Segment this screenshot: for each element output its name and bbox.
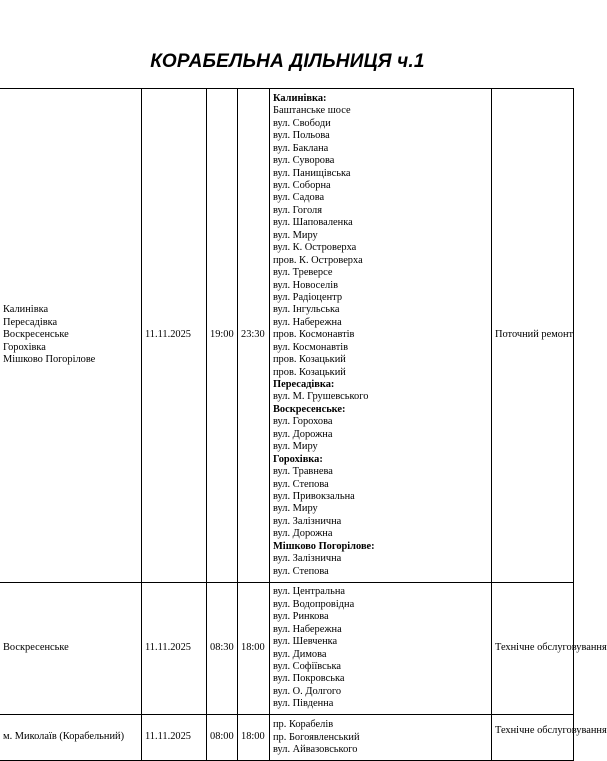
street-name: вул. Польова — [273, 130, 330, 142]
street-name: Баштанське шосе — [273, 105, 351, 117]
work-type-cell: Поточний ремонт — [492, 89, 574, 583]
street-name: вул. Залізнична — [273, 553, 342, 565]
time-to-cell: 18:00 — [238, 583, 270, 715]
street-name: вул. Дорожна — [273, 428, 333, 440]
streets-cell — [270, 715, 492, 761]
street-name: вул. Південна — [273, 698, 334, 710]
street-name: вул. Радіоцентр — [273, 291, 343, 303]
street-name: вул. Покровська — [273, 673, 345, 685]
street-name: вул. Ринкова — [273, 611, 329, 623]
time-from-cell: 19:00 — [207, 89, 238, 583]
street-name: пров. Козацький — [273, 354, 346, 366]
street-name: вул. Треверсе — [273, 267, 333, 279]
page-title: КОРАБЕЛЬНА ДІЛЬНИЦЯ ч.1 — [150, 51, 425, 72]
locality-heading: Воскресенське: — [273, 403, 346, 415]
street-name: вул. Степова — [273, 478, 329, 490]
street-name: вул. К. Островерха — [273, 242, 357, 254]
street-name: вул. О. Долгого — [273, 685, 342, 697]
table-row — [0, 89, 574, 583]
street-name: пров. Козацький — [273, 366, 346, 378]
street-name: вул. Димова — [273, 648, 327, 660]
locality-name: Калинівка — [3, 304, 49, 316]
locality-name: м. Миколаїв (Корабельний) — [3, 731, 125, 743]
locality-heading: Горохівка: — [273, 453, 323, 465]
street-name: вул. Баклана — [273, 142, 329, 154]
time-to-cell: 23:30 — [238, 89, 270, 583]
street-name: вул. Софіївська — [273, 660, 341, 672]
time-from-cell: 08:30 — [207, 583, 238, 715]
time-to-cell: 18:00 — [238, 715, 270, 761]
street-name: вул. Дорожна — [273, 528, 333, 540]
locality-heading: Калинівка: — [273, 92, 327, 104]
street-name: вул. Миру — [273, 229, 318, 241]
work-type-cell: Технічне обслуговування — [492, 715, 574, 761]
schedule-table-body — [0, 89, 607, 761]
localities-cell — [0, 89, 142, 583]
work-type-cell: Технічне обслуговування — [492, 583, 574, 715]
street-name: вул. Садова — [273, 192, 325, 204]
street-name: вул. Панищівська — [273, 167, 351, 179]
schedule-table — [0, 88, 607, 761]
street-name: пров. К. Островерха — [273, 254, 363, 266]
street-name: вул. Шевченка — [273, 636, 338, 648]
locality-name: Пересадівка — [3, 316, 58, 328]
street-name: вул. Шаповаленка — [273, 217, 353, 229]
locality-heading: Пересадівка: — [273, 379, 335, 391]
localities-cell — [0, 715, 142, 761]
streets-cell — [270, 89, 492, 583]
street-name: вул. Центральна — [273, 586, 346, 598]
street-name: вул. Миру — [273, 503, 318, 515]
localities-cell — [0, 583, 142, 715]
date-cell: 11.11.2025 — [142, 583, 207, 715]
date-cell: 11.11.2025 — [142, 89, 207, 583]
street-name: вул. Водопровідна — [273, 598, 355, 610]
table-row — [0, 715, 574, 761]
street-name: вул. Свободи — [273, 117, 331, 129]
locality-name: Горохівка — [3, 341, 46, 353]
street-name: вул. Горохова — [273, 416, 333, 428]
street-name: вул. Травнева — [273, 466, 333, 478]
locality-name: Мішково Погорілове — [3, 354, 96, 366]
street-name: вул. Степова — [273, 565, 329, 577]
street-name: пр. Богоявленський — [273, 731, 360, 743]
street-name: вул. Набережна — [273, 623, 342, 635]
time-from-cell: 08:00 — [207, 715, 238, 761]
street-name: вул. Суворова — [273, 155, 335, 167]
street-name: вул. М. Грушевського — [273, 391, 369, 403]
date-cell: 11.11.2025 — [142, 715, 207, 761]
street-name: вул. Соборна — [273, 180, 331, 192]
street-name: вул. Інгульська — [273, 304, 340, 316]
street-name: вул. Залізнична — [273, 515, 342, 527]
street-name: вул. Привокзальна — [273, 490, 355, 502]
street-name: пров. Космонавтів — [273, 329, 355, 341]
street-name: вул. Набережна — [273, 316, 342, 328]
locality-name: Воскресенське — [3, 329, 69, 341]
locality-heading: Мішково Погорілове: — [273, 540, 375, 552]
locality-name: Воскресенське — [3, 642, 69, 654]
street-name: вул. Космонавтів — [273, 341, 349, 353]
table-row — [0, 583, 574, 715]
street-name: пр. Корабелів — [273, 719, 334, 731]
street-name: вул. Миру — [273, 441, 318, 453]
street-name: вул. Новоселів — [273, 279, 338, 291]
street-name: вул. Айвазовського — [273, 744, 358, 756]
street-name: вул. Гоголя — [273, 204, 322, 216]
streets-cell — [270, 583, 492, 715]
